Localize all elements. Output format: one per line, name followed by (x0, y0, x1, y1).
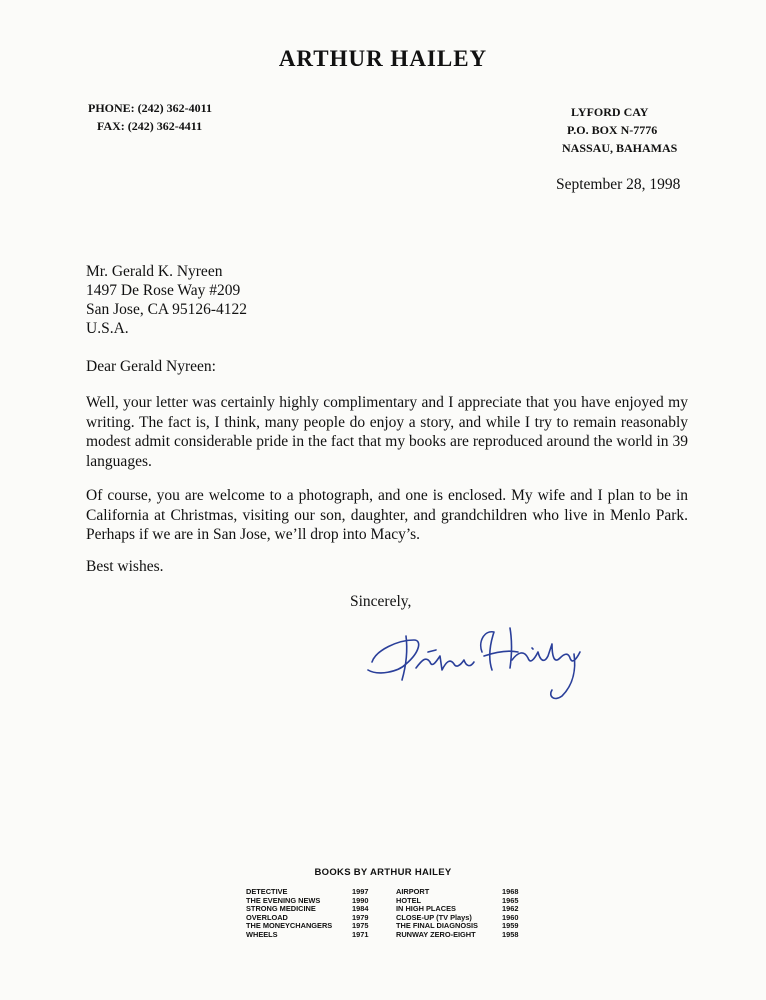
sender-address (562, 103, 677, 157)
address-line: NASSAU, BAHAMAS (562, 141, 678, 155)
body-paragraph: Of course, you are welcome to a photograph, and one is enclosed. My wife and I plan to be in California at Christmas, visiting our son, daughter, and grandchildren who live in Menlo Park. Perhaps if we are in San Jose, we’ll drop into Macy’s. (86, 487, 688, 543)
closing: Best wishes. (86, 558, 164, 575)
book-title: CLOSE-UP (TV Plays) (396, 912, 472, 922)
book-title: DETECTIVE (246, 887, 288, 896)
book-title: WHEELS (246, 929, 278, 939)
book-year: 1958 (502, 929, 519, 939)
recipient-line: Mr. Gerald K. Nyreen (86, 263, 223, 280)
recipient-line: 1497 De Rose Way #209 (86, 282, 241, 299)
book-year: 1959 (502, 921, 519, 931)
recipient-line: San Jose, CA 95126-4122 (86, 301, 248, 318)
book-title: HOTEL (396, 895, 422, 905)
book-year: 1971 (352, 929, 369, 939)
book-title: THE MONEYCHANGERS (246, 921, 333, 931)
contact-block (88, 99, 212, 135)
book-entry (396, 931, 536, 940)
book-title: IN HIGH PLACES (396, 904, 456, 914)
address-line: LYFORD CAY (571, 105, 649, 119)
book-title: OVERLOAD (246, 912, 288, 922)
book-title: AIRPORT (396, 887, 430, 896)
book-year: 1979 (352, 912, 369, 922)
books-list-right (396, 888, 536, 940)
handwritten-signature (362, 606, 592, 706)
book-year: 1984 (352, 904, 369, 914)
books-heading: BOOKS BY ARTHUR HAILEY (314, 867, 452, 878)
recipient-line: U.S.A. (86, 320, 129, 337)
book-year: 1990 (352, 895, 369, 905)
book-year: 1960 (502, 912, 519, 922)
body-paragraph: Well, your letter was certainly highly complimentary and I appreciate that you have enjoyed my writing. The fact is, I think, many people do enjoy a story, and while I try to remain reasonably modest admit considerable pride in the fact that my books are reproduced around the world in 39 languages. (86, 394, 688, 470)
letterhead-name: ARTHUR HAILEY (278, 46, 488, 71)
book-title: STRONG MEDICINE (246, 904, 316, 914)
book-title: THE FINAL DIAGNOSIS (396, 921, 478, 931)
address-line: P.O. BOX N-7776 (567, 123, 658, 137)
letter-date: September 28, 1998 (556, 176, 681, 193)
recipient-address (86, 262, 247, 338)
fax-number: FAX: (242) 362-4411 (97, 119, 203, 133)
book-year: 1962 (502, 904, 519, 914)
phone-number: PHONE: (242) 362-4011 (88, 101, 212, 115)
book-year: 1997 (352, 887, 369, 896)
book-year: 1975 (352, 921, 369, 931)
book-title: THE EVENING NEWS (246, 895, 321, 905)
book-year: 1965 (502, 895, 519, 905)
sign-off: Sincerely, (350, 593, 412, 610)
salutation: Dear Gerald Nyreen: (86, 358, 216, 375)
book-title: RUNWAY ZERO-EIGHT (396, 929, 476, 939)
book-year: 1968 (502, 887, 519, 896)
